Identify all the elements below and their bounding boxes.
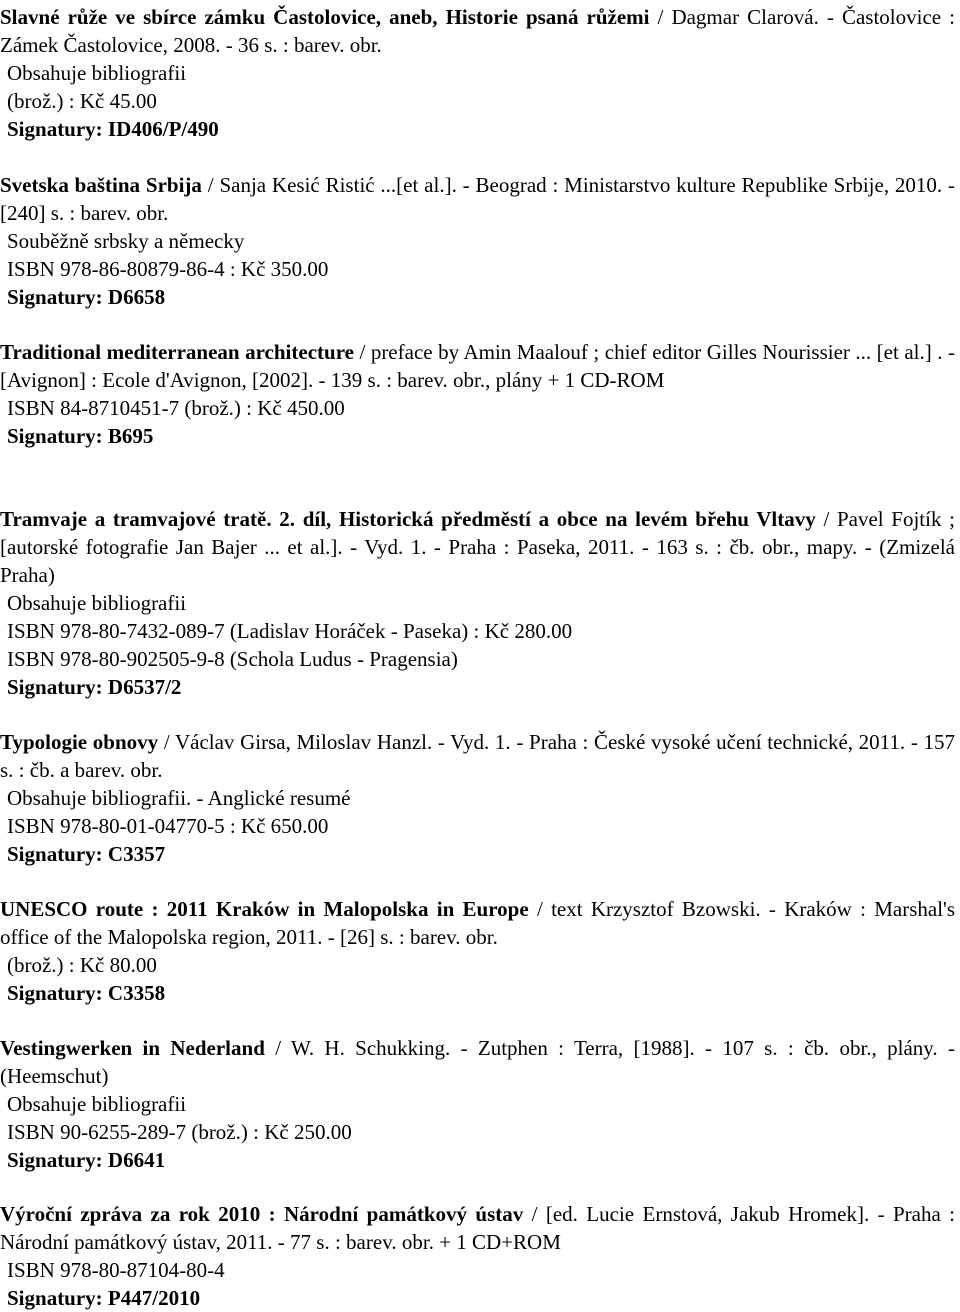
entry-signature: Signatury: D6537/2 <box>7 675 182 699</box>
catalog-entry <box>0 1034 955 1174</box>
title-separator: / <box>815 507 837 531</box>
entry-title: UNESCO route : 2011 Kraków in Malopolska in Europe <box>0 897 529 921</box>
catalog-entry <box>0 3 955 143</box>
entry-note: (brož.) : Kč 80.00 <box>7 953 157 977</box>
title-separator: / <box>158 730 175 754</box>
entry-imprint: preface by Amin Maalouf ; chief editor Gilles Nourissier ... [et al.] . - [Avignon] : Ecole d'Avignon, [2002]. - 139 s. : barev. obr., plány + 1 CD-ROM <box>0 340 955 392</box>
entry-description <box>0 3 955 59</box>
entry-description <box>0 171 955 227</box>
title-separator: / <box>523 1202 546 1226</box>
entry-note: ISBN 978-86-80879-86-4 : Kč 350.00 <box>7 257 329 281</box>
entry-note: Obsahuje bibliografii <box>7 61 187 85</box>
title-separator: / <box>201 173 220 197</box>
entry-signature: Signatury: D6641 <box>7 1148 166 1172</box>
catalog-entry <box>0 171 955 311</box>
catalog-entry <box>0 895 955 1007</box>
entry-title: Typologie obnovy <box>0 730 159 754</box>
entry-description <box>0 338 955 394</box>
entry-signature: Signatury: C3357 <box>7 842 166 866</box>
entry-note: Souběžně srbsky a německy <box>7 229 245 253</box>
entry-note: ISBN 978-80-7432-089-7 (Ladislav Horáček - Paseka) : Kč 280.00 <box>7 619 573 643</box>
entry-note: (brož.) : Kč 45.00 <box>7 89 157 113</box>
entry-signature: Signatury: D6658 <box>7 285 166 309</box>
entry-signature: Signatury: P447/2010 <box>7 1286 201 1310</box>
catalog-entry <box>0 1200 955 1312</box>
title-separator: / <box>528 897 552 921</box>
title-separator: / <box>649 5 672 29</box>
title-separator: / <box>264 1036 291 1060</box>
entry-note: ISBN 90-6255-289-7 (brož.) : Kč 250.00 <box>7 1120 352 1144</box>
entry-description <box>0 505 955 589</box>
entry-imprint: Pavel Fojtík ; [autorské fotografie Jan Bajer ... et al.]. - Vyd. 1. - Praha : Paseka, 2011. - 163 s. : čb. obr., mapy. - (Zmizelá Praha) <box>0 507 955 587</box>
entry-description <box>0 1034 955 1090</box>
entry-title: Výroční zpráva za rok 2010 : Národní památkový ústav <box>0 1202 524 1226</box>
entry-note: ISBN 978-80-87104-80-4 <box>7 1258 225 1282</box>
entry-imprint: [ed. Lucie Ernstová, Jakub Hromek]. - Praha : Národní památkový ústav, 2011. - 77 s. : barev. obr. + 1 CD+ROM <box>0 1202 955 1254</box>
entry-title: Svetska baština Srbija <box>0 173 202 197</box>
entry-note: Obsahuje bibliografii <box>7 591 187 615</box>
entry-note: Obsahuje bibliografii. - Anglické resumé <box>7 786 351 810</box>
catalog-entry <box>0 505 955 701</box>
entry-signature: Signatury: B695 <box>7 424 154 448</box>
entry-title: Tramvaje a tramvajové tratě. 2. díl, Historická předměstí a obce na levém břehu Vltavy <box>0 507 816 531</box>
entry-imprint: text Krzysztof Bzowski. - Kraków : Marshal's office of the Malopolska region, 2011. - [26] s. : barev. obr. <box>0 897 955 949</box>
catalog-entry <box>0 338 955 450</box>
entry-title: Slavné růže ve sbírce zámku Častolovice, aneb, Historie psaná růžemi <box>0 5 650 29</box>
entry-description <box>0 1200 955 1256</box>
entry-title: Traditional mediterranean architecture <box>0 340 354 364</box>
entry-note: ISBN 84-8710451-7 (brož.) : Kč 450.00 <box>7 396 345 420</box>
catalog-entry <box>0 728 955 868</box>
entry-imprint: Dagmar Clarová. - Častolovice : Zámek Častolovice, 2008. - 36 s. : barev. obr. <box>0 5 955 57</box>
entry-note: ISBN 978-80-01-04770-5 : Kč 650.00 <box>7 814 329 838</box>
entry-note: ISBN 978-80-902505-9-8 (Schola Ludus - Pragensia) <box>7 647 458 671</box>
entry-imprint: Václav Girsa, Miloslav Hanzl. - Vyd. 1. - Praha : České vysoké učení technické, 2011. - 157 s. : čb. a barev. obr. <box>0 730 955 782</box>
entry-signature: Signatury: ID406/P/490 <box>7 117 219 141</box>
entry-signature: Signatury: C3358 <box>7 981 166 1005</box>
title-separator: / <box>353 340 371 364</box>
entry-imprint: W. H. Schukking. - Zutphen : Terra, [1988]. - 107 s. : čb. obr., plány. - (Heemschut) <box>0 1036 955 1088</box>
entry-description <box>0 728 955 784</box>
entry-imprint: Sanja Kesić Ristić ...[et al.]. - Beograd : Ministarstvo kulture Republike Srbije, 2010. - [240] s. : barev. obr. <box>0 173 955 225</box>
entry-description <box>0 895 955 951</box>
entry-note: Obsahuje bibliografii <box>7 1092 187 1116</box>
entry-title: Vestingwerken in Nederland <box>0 1036 265 1060</box>
